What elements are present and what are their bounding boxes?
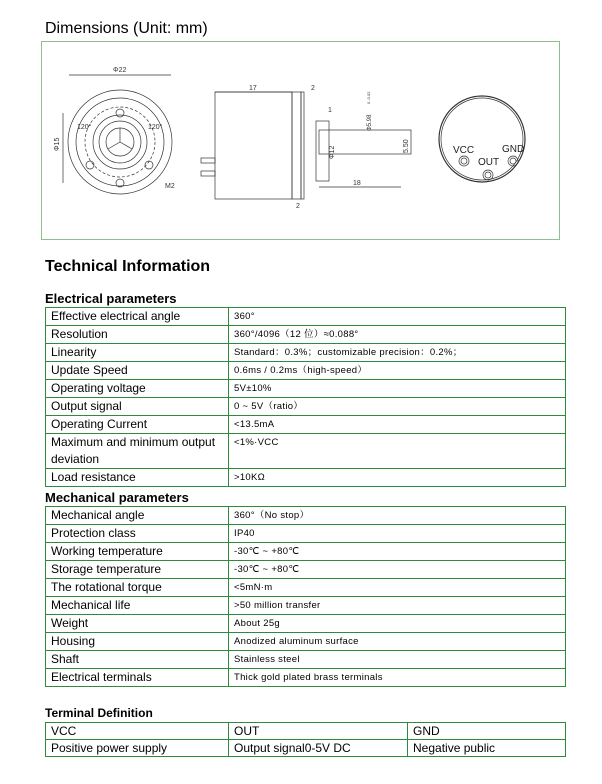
table-row (46, 469, 566, 487)
svg-text:18: 18 (353, 180, 361, 187)
param-value: Thick gold plated brass terminals (229, 669, 566, 687)
param-name: Effective electrical angle (46, 308, 229, 326)
param-value: Anodized aluminum surface (229, 633, 566, 651)
param-value: Stainless steel (229, 651, 566, 669)
param-name: Electrical terminals (46, 669, 229, 687)
param-name: The rotational torque (46, 579, 229, 597)
terminal-table (45, 722, 566, 757)
param-name: Shaft (46, 651, 229, 669)
param-value: >50 million transfer (229, 597, 566, 615)
dimensions-title: Dimensions (Unit: mm) (45, 20, 208, 37)
dimension-drawing (41, 41, 560, 240)
table-row (46, 543, 566, 561)
svg-text:5.50: 5.50 (403, 139, 410, 153)
table-row (46, 597, 566, 615)
param-value: -30℃ ~ +80℃ (229, 561, 566, 579)
param-name: Protection class (46, 525, 229, 543)
param-value: 360° (229, 308, 566, 326)
header-cell: VCC (46, 723, 229, 740)
param-name: Operating Current (46, 416, 229, 434)
table-row (46, 416, 566, 434)
table-row (46, 344, 566, 362)
table-row (46, 398, 566, 416)
out-label: OUT (478, 157, 500, 168)
table-row (46, 507, 566, 525)
table-row (46, 362, 566, 380)
table-row (46, 669, 566, 687)
param-name: Maximum and minimum output deviation (46, 434, 229, 469)
table-cell: Output signal0-5V DC (229, 740, 408, 757)
table-row (46, 434, 566, 469)
param-name: Storage temperature (46, 561, 229, 579)
dim-d22: Φ22 (113, 67, 127, 74)
svg-text:Φ12: Φ12 (329, 145, 336, 159)
table-row (46, 723, 566, 740)
param-name: Working temperature (46, 543, 229, 561)
svg-text:17: 17 (249, 85, 257, 92)
electrical-table (45, 307, 566, 487)
svg-text:M2: M2 (165, 183, 175, 190)
table-row (46, 615, 566, 633)
table-row (46, 633, 566, 651)
param-value: 5V±10% (229, 380, 566, 398)
param-value: 360°/4096（12 位）≈0.088° (229, 326, 566, 344)
table-cell: Positive power supply (46, 740, 229, 757)
param-name: Update Speed (46, 362, 229, 380)
table-row (46, 651, 566, 669)
param-value: <13.5mA (229, 416, 566, 434)
table-row (46, 380, 566, 398)
header-cell: OUT (229, 723, 408, 740)
svg-text:Φ5.98: Φ5.98 (367, 114, 373, 131)
side-view-drawing (201, 85, 411, 210)
param-name: Mechanical angle (46, 507, 229, 525)
param-name: Weight (46, 615, 229, 633)
param-name: Housing (46, 633, 229, 651)
vcc-label: VCC (453, 145, 475, 156)
param-value: 360°（No stop） (229, 507, 566, 525)
table-row (46, 326, 566, 344)
param-value: IP40 (229, 525, 566, 543)
param-name: Operating voltage (46, 380, 229, 398)
mechanical-table (45, 506, 566, 687)
terminal-view-drawing (439, 96, 525, 182)
param-value: 0 ~ 5V（ratio） (229, 398, 566, 416)
svg-text:0 -0.02: 0 -0.02 (366, 91, 371, 104)
technical-title: Technical Information (45, 258, 211, 275)
param-name: Linearity (46, 344, 229, 362)
table-row (46, 561, 566, 579)
mechanical-title: Mechanical parameters (45, 490, 189, 505)
svg-text:Φ15: Φ15 (54, 137, 61, 151)
param-name: Mechanical life (46, 597, 229, 615)
param-name: Resolution (46, 326, 229, 344)
param-name: Load resistance (46, 469, 229, 487)
param-name: Output signal (46, 398, 229, 416)
param-value: About 25g (229, 615, 566, 633)
param-value: <5mN·m (229, 579, 566, 597)
gnd-label: GND (502, 144, 525, 155)
svg-text:1: 1 (328, 107, 332, 114)
param-value: >10KΩ (229, 469, 566, 487)
table-row (46, 525, 566, 543)
param-value: <1%·VCC (229, 434, 566, 469)
param-value: 0.6ms / 0.2ms（high-speed） (229, 362, 566, 380)
header-cell: GND (408, 723, 566, 740)
svg-text:2: 2 (311, 85, 315, 92)
table-cell: Negative public (408, 740, 566, 757)
param-value: -30℃ ~ +80℃ (229, 543, 566, 561)
svg-text:2: 2 (296, 203, 300, 210)
table-row (46, 579, 566, 597)
table-row (46, 740, 566, 757)
terminal-title: Terminal Definition (45, 706, 153, 720)
svg-text:120°: 120° (148, 124, 163, 131)
svg-text:120°: 120° (77, 124, 92, 131)
table-row (46, 308, 566, 326)
electrical-title: Electrical parameters (45, 291, 177, 306)
param-value: Standard：0.3%；customizable precision：0.2%； (229, 344, 566, 362)
front-view-drawing (54, 67, 175, 194)
